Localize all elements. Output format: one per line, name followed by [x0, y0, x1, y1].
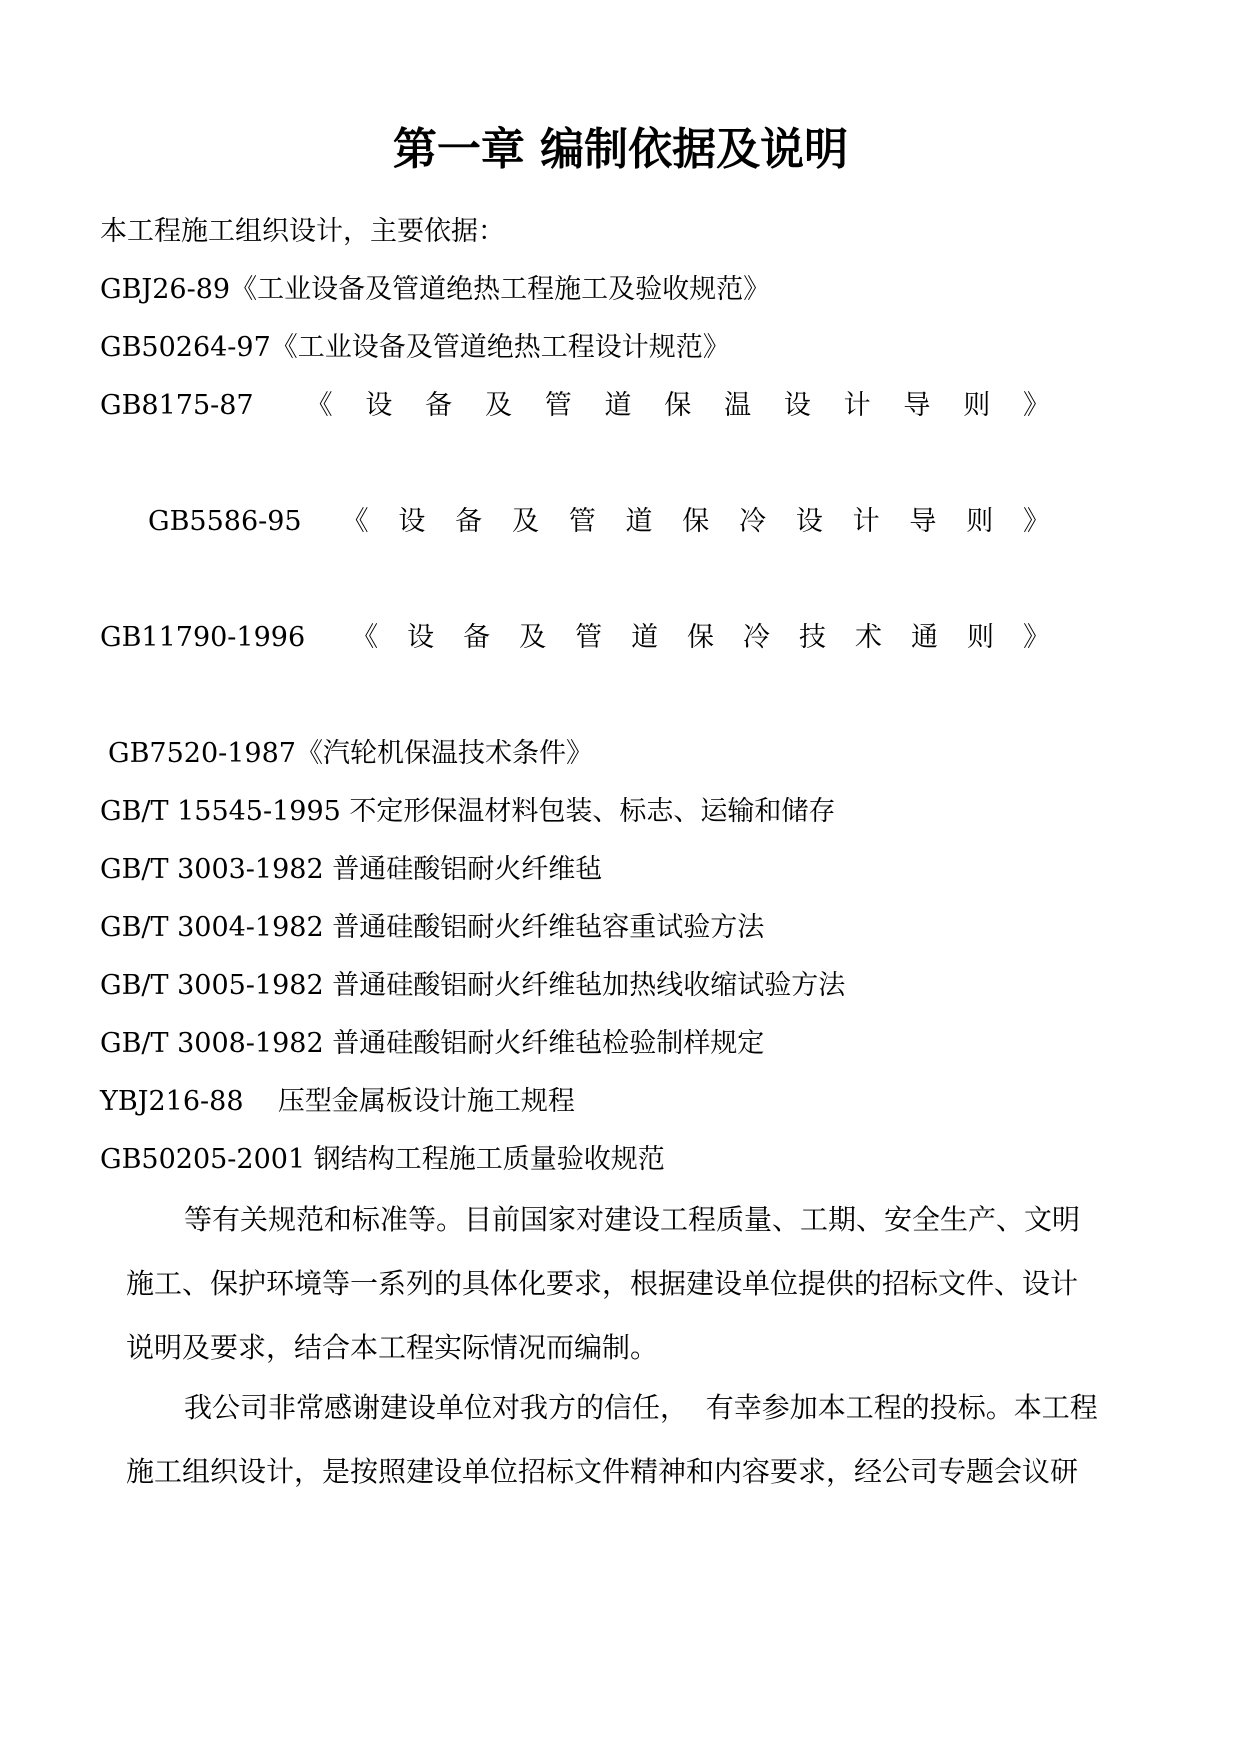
standard-item: GB/T 3005-1982 普通硅酸铝耐火纤维毡加热线收缩试验方法	[100, 970, 846, 1001]
char: 术	[855, 622, 882, 653]
char: 则	[966, 506, 994, 537]
char: 则	[963, 390, 991, 421]
standard-item: YBJ216-88 压型金属板设计施工规程	[100, 1086, 575, 1117]
standard-item-spread	[100, 621, 1050, 655]
standard-item: GB50264-97《工业设备及管道绝热工程设计规范》	[100, 332, 730, 363]
char: 设	[783, 390, 811, 421]
char: 技	[799, 622, 827, 653]
chapter-title: 第一章 编制依据及说明	[392, 124, 849, 175]
char: 设	[365, 390, 393, 421]
char: 备	[455, 506, 483, 537]
standard-item: GBJ26-89《工业设备及管道绝热工程施工及验收规范》	[100, 274, 771, 305]
standard-code: GB11790-1996	[100, 622, 306, 653]
char: 冷	[739, 506, 767, 537]
paragraph-line: 我公司非常感谢建设单位对我方的信任， 有幸参加本工程的投标。本工程	[184, 1391, 1098, 1424]
char: 管	[568, 506, 596, 537]
paragraph-line: 施工组织设计，是按照建设单位招标文件精神和内容要求，经公司专题会议研	[126, 1455, 1079, 1488]
paragraph-line: 说明及要求，结合本工程实际情况而编制。	[126, 1331, 659, 1364]
char: 设	[398, 506, 426, 537]
char: 》	[1022, 390, 1050, 421]
char: 通	[910, 622, 938, 653]
standard-item: GB/T 3003-1982 普通硅酸铝耐火纤维毡	[100, 854, 603, 885]
char: 导	[903, 390, 931, 421]
char: 计	[852, 506, 880, 537]
standard-item: GB7520-1987《汽轮机保温技术条件》	[108, 738, 593, 769]
standard-name	[306, 389, 1050, 423]
char: 》	[1022, 506, 1050, 537]
char: 道	[625, 506, 653, 537]
char: 备	[425, 390, 453, 421]
char: 《	[341, 506, 369, 537]
standard-item-spread	[148, 505, 1050, 539]
intro-text: 本工程施工组织设计，主要依据：	[100, 216, 505, 247]
char: 《	[305, 390, 333, 421]
char: 管	[575, 622, 603, 653]
char: 保	[687, 622, 715, 653]
standard-item: GB/T 3004-1982 普通硅酸铝耐火纤维毡容重试验方法	[100, 912, 765, 943]
char: 设	[407, 622, 435, 653]
char: 保	[682, 506, 710, 537]
char: 则	[966, 622, 994, 653]
standard-code: GB5586-95	[148, 506, 302, 537]
char: 冷	[743, 622, 771, 653]
char: 及	[519, 622, 547, 653]
standard-name	[342, 505, 1050, 539]
char: 导	[909, 506, 937, 537]
char: 及	[511, 506, 539, 537]
standard-item: GB/T 3008-1982 普通硅酸铝耐火纤维毡检验制样规定	[100, 1028, 765, 1059]
char: 温	[724, 390, 752, 421]
body-paragraph	[126, 1188, 1126, 1380]
char: 《	[351, 622, 379, 653]
char: 》	[1022, 622, 1050, 653]
char: 及	[484, 390, 512, 421]
char: 管	[544, 390, 572, 421]
char: 保	[664, 390, 692, 421]
standard-name	[351, 621, 1050, 655]
standard-code: GB8175-87	[100, 390, 254, 421]
char: 设	[795, 506, 823, 537]
body-paragraph	[126, 1376, 1126, 1504]
paragraph-line: 等有关规范和标准等。目前国家对建设工程质量、工期、安全生产、文明	[184, 1203, 1081, 1236]
char: 道	[631, 622, 659, 653]
char: 道	[604, 390, 632, 421]
standard-item-spread	[100, 389, 1050, 423]
char: 备	[463, 622, 491, 653]
char: 计	[843, 390, 871, 421]
standard-item: GB50205-2001 钢结构工程施工质量验收规范	[100, 1144, 665, 1175]
paragraph-line: 施工、保护环境等一系列的具体化要求，根据建设单位提供的招标文件、设计	[126, 1267, 1079, 1300]
standard-item: GB/T 15545-1995 不定形保温材料包装、标志、运输和储存	[100, 796, 836, 827]
